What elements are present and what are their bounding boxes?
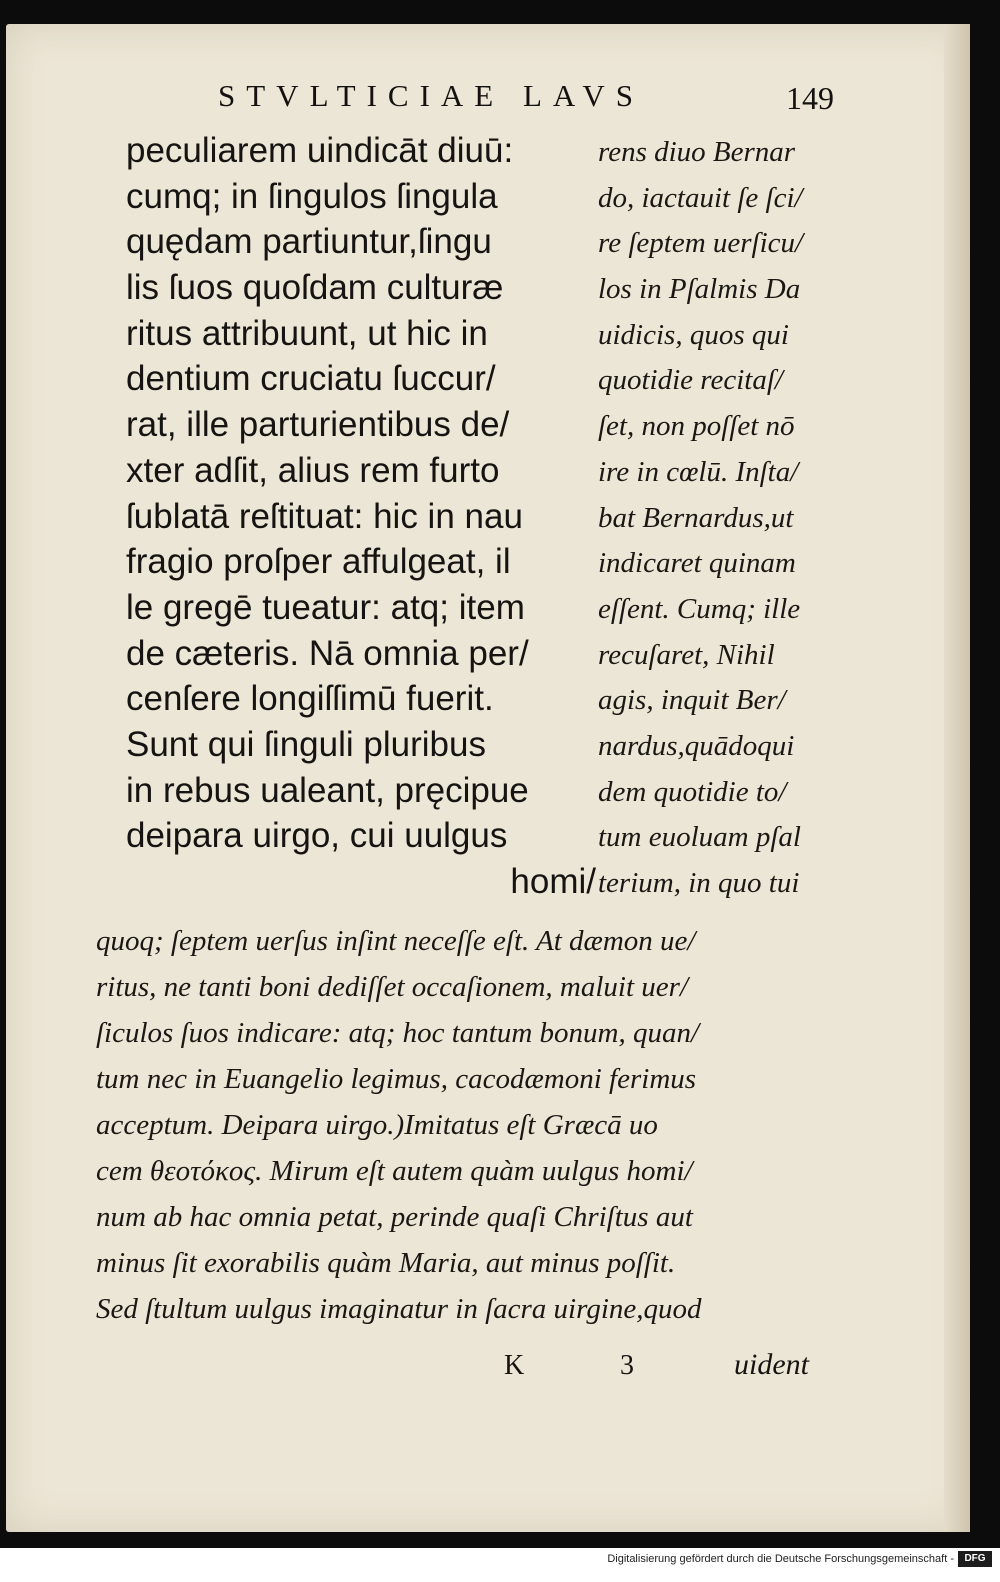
commentary-line: acceptum. Deipara uirgo.)Imitatus eſt Græcā uo <box>96 1109 658 1141</box>
signature-number: 3 <box>620 1350 634 1381</box>
main-line: ritus attribuunt, ut hic in <box>126 313 488 353</box>
main-line: xter adſit, alius rem furto <box>126 450 500 490</box>
gloss-line: terium, in quo tui <box>598 867 800 899</box>
commentary-block <box>96 918 856 1332</box>
main-line: lis ſuos quoſdam culturæ <box>126 268 504 308</box>
main-line: deipara uirgo, cui uulgus <box>126 816 508 856</box>
gloss-line: recuſaret, Nihil <box>598 638 775 671</box>
commentary-line: ſiculos ſuos indicare: atq; hoc tantum bonum, quan/ <box>96 1017 700 1049</box>
commentary-line: quoq; ſeptem uerſus inſint neceſſe eſt. At dæmon ue/ <box>96 925 696 957</box>
main-line: ſublatā reſtituat: hic in nau <box>126 496 523 536</box>
commentary-line: num ab hac omnia petat, perinde quaſi Chriſtus aut <box>96 1201 693 1233</box>
main-line: de cæteris. Nā omnia per/ <box>126 633 529 673</box>
gloss-line: eſſent. Cumq; ille <box>598 592 801 625</box>
running-head: STVLTICIAE LAVS <box>218 78 644 113</box>
gloss-line: rens diuo Bernar <box>598 136 796 168</box>
gloss-line: ire in cœlū. Inſta/ <box>598 455 799 488</box>
commentary-line: Sed ſtultum uulgus imaginatur in ſacra uirgine,quod <box>96 1293 702 1325</box>
gloss-line: do, iactauit ſe ſci/ <box>598 181 803 214</box>
main-line: peculiarem uindicāt diuū: <box>126 131 514 170</box>
catchword: uident <box>734 1348 809 1381</box>
gloss-line: tum euoluam pſal <box>598 821 801 854</box>
main-line: cenſere longiſſimū fuerit. <box>126 679 494 719</box>
gloss-line: indicaret quinam <box>598 547 796 580</box>
main-text-column <box>126 128 596 905</box>
main-line: Sunt qui ſinguli pluribus <box>126 724 486 764</box>
gloss-line: quotidie recitaſ/ <box>598 364 783 397</box>
page-number: 149 <box>786 80 834 116</box>
main-line: le gregē tueatur: atq; item <box>126 587 525 627</box>
main-line: in rebus ualeant, pręcipue <box>126 770 529 810</box>
gloss-line: ſet, non poſſet nō <box>598 410 795 443</box>
main-line: fragio proſper affulgeat, il <box>126 542 511 582</box>
gloss-line: nardus,quādoqui <box>598 729 795 762</box>
gloss-line: dem quotidie to/ <box>598 775 787 808</box>
marginal-gloss-column <box>598 130 848 907</box>
commentary-line: minus ſit exorabilis quàm Maria, aut minus poſſit. <box>96 1247 676 1279</box>
commentary-line: cem θεοτόκος. Mirum eſt autem quàm uulgus homi/ <box>96 1155 693 1187</box>
gloss-line: los in Pſalmis Da <box>598 273 801 306</box>
commentary-line: ritus, ne tanti boni dediſſet occaſionem, maluit uer/ <box>96 971 689 1003</box>
gloss-line: bat Bernardus,ut <box>598 501 794 534</box>
digitization-credit: Digitalisierung gefördert durch die Deutsche Forschungsgemeinschaft - <box>607 1553 954 1565</box>
gloss-line: re ſeptem uerſicu/ <box>598 227 804 260</box>
page-spine-shadow <box>944 24 970 1532</box>
signature-mark: K <box>504 1350 525 1381</box>
main-line: dentium cruciatu ſuccur/ <box>126 359 496 399</box>
commentary-line: tum nec in Euangelio legimus, cacodæmoni ferimus <box>96 1063 697 1095</box>
main-line: quędam partiuntur,ſingu <box>126 222 492 262</box>
dfg-logo: DFG <box>958 1551 992 1567</box>
gloss-line: uidicis, quos qui <box>598 318 789 351</box>
main-line: homi/ <box>510 862 596 901</box>
main-line: rat, ille parturientibus de/ <box>126 405 510 445</box>
gloss-line: agis, inquit Ber/ <box>598 684 786 717</box>
main-line: cumq; in ſingulos ſingula <box>126 176 498 216</box>
